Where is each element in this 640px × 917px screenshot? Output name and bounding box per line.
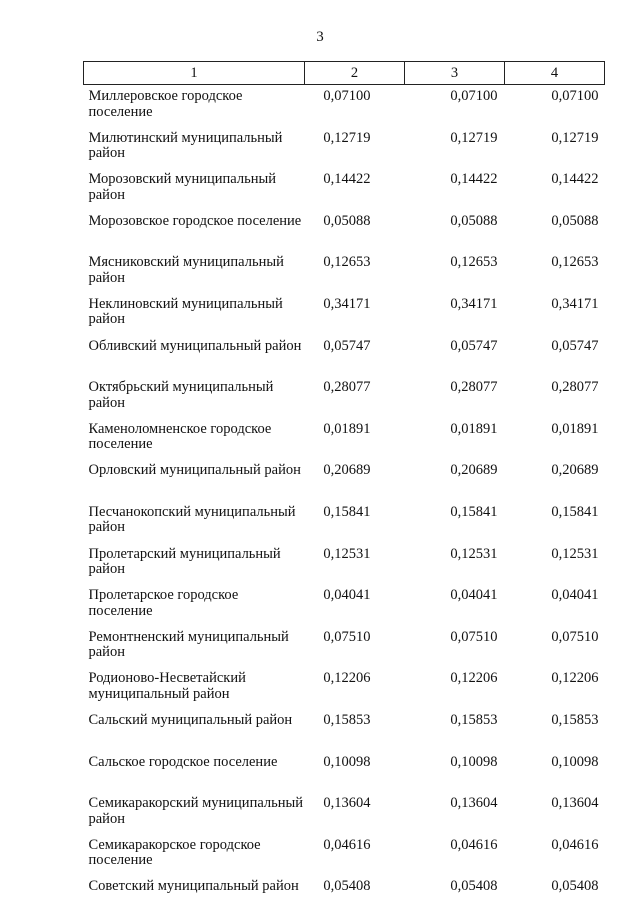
column-header-1: 1 (84, 62, 305, 85)
value-cell-col2: 0,10098 (323, 753, 371, 770)
value-cell-col3: 0,05088 (450, 212, 498, 229)
value-cell-col3: 0,04041 (450, 587, 498, 604)
municipality-name-cell: Милютинский муниципальный район (88, 129, 283, 162)
column-header-4: 4 (505, 62, 605, 85)
data-table (83, 61, 605, 917)
value-cell-col3: 0,12206 (450, 670, 498, 687)
value-cell-col2: 0,15853 (323, 711, 371, 728)
value-cell-col4: 0,12719 (551, 129, 599, 146)
value-cell-col4: 0,12206 (551, 670, 599, 687)
value-cell-col3: 0,15841 (450, 503, 498, 520)
value-cell-col2: 0,07100 (323, 88, 371, 104)
value-cell-col3: 0,12719 (450, 129, 498, 146)
municipality-name-cell: Советский муниципальный район (88, 878, 299, 895)
value-cell-col3: 0,13604 (450, 795, 498, 812)
value-cell-col3: 0,34171 (450, 295, 498, 312)
value-cell-col2: 0,12206 (323, 670, 371, 687)
municipality-name-cell: Каменоломненское городское поселение (88, 420, 272, 453)
table-row (84, 85, 605, 127)
municipality-name-cell: Ремонтненский муниципальный район (88, 628, 289, 661)
value-cell-col3: 0,14422 (450, 171, 498, 188)
municipality-name-cell: Пролетарский муниципальный район (88, 545, 281, 578)
value-cell-col4: 0,34171 (551, 295, 599, 312)
table-row (84, 626, 605, 668)
value-cell-col4: 0,04616 (551, 836, 599, 853)
value-cell-col3: 0,12653 (450, 254, 498, 271)
table-row (84, 667, 605, 709)
municipality-name-cell: Миллеровское городское поселение (88, 88, 243, 120)
table-row (84, 293, 605, 335)
municipality-name-cell: Семикаракорское городское поселение (88, 836, 261, 869)
table-row (84, 501, 605, 543)
value-cell-col2: 0,34171 (323, 295, 371, 312)
table-row (84, 875, 605, 917)
table-row (84, 251, 605, 293)
table-row (84, 709, 605, 751)
value-cell-col4: 0,05408 (551, 878, 599, 895)
value-cell-col3: 0,15853 (450, 711, 498, 728)
column-header-2: 2 (305, 62, 405, 85)
table-row (84, 418, 605, 460)
table-row (84, 127, 605, 169)
value-cell-col4: 0,04041 (551, 587, 599, 604)
column-header-3: 3 (405, 62, 505, 85)
municipality-name-cell: Родионово-Несветайский муниципальный район (88, 670, 246, 702)
value-cell-col4: 0,12531 (551, 545, 599, 562)
value-cell-col2: 0,05088 (323, 212, 371, 229)
value-cell-col4: 0,07510 (551, 628, 599, 645)
value-cell-col2: 0,07510 (323, 628, 371, 645)
table-row (84, 376, 605, 418)
value-cell-col3: 0,07100 (450, 88, 498, 104)
value-cell-col4: 0,28077 (551, 379, 599, 396)
value-cell-col3: 0,04616 (450, 836, 498, 853)
page-number: 3 (316, 29, 324, 45)
value-cell-col2: 0,12653 (323, 254, 371, 271)
value-cell-col2: 0,14422 (323, 171, 371, 188)
value-cell-col3: 0,05408 (450, 878, 498, 895)
value-cell-col2: 0,05747 (323, 337, 371, 354)
value-cell-col4: 0,01891 (551, 420, 599, 437)
value-cell-col4: 0,15841 (551, 503, 599, 520)
value-cell-col4: 0,05088 (551, 212, 599, 229)
value-cell-col4: 0,20689 (551, 462, 599, 479)
table-row (84, 792, 605, 834)
municipality-name-cell: Песчанокопский муниципальный район (88, 503, 296, 536)
value-cell-col3: 0,28077 (450, 379, 498, 396)
header-row (84, 62, 605, 85)
value-cell-col4: 0,10098 (551, 753, 599, 770)
value-cell-col2: 0,04041 (323, 587, 371, 604)
value-cell-col2: 0,13604 (323, 795, 371, 812)
municipality-name-cell: Неклиновский муниципальный район (88, 295, 283, 328)
value-cell-col2: 0,05408 (323, 878, 371, 895)
table-row (84, 584, 605, 626)
value-cell-col3: 0,05747 (450, 337, 498, 354)
value-cell-col2: 0,28077 (323, 379, 371, 396)
value-cell-col4: 0,14422 (551, 171, 599, 188)
table-row (84, 335, 605, 377)
value-cell-col4: 0,15853 (551, 711, 599, 728)
municipality-name-cell: Сальский муниципальный район (88, 711, 293, 728)
value-cell-col3: 0,20689 (450, 462, 498, 479)
municipality-name-cell: Морозовское городское поселение (88, 212, 302, 229)
municipality-name-cell: Пролетарское городское поселение (88, 587, 239, 619)
value-cell-col2: 0,20689 (323, 462, 371, 479)
table-row (84, 751, 605, 793)
municipality-name-cell: Мясниковский муниципальный район (88, 254, 284, 286)
table-header (84, 62, 605, 85)
municipality-name-cell: Морозовский муниципальный район (88, 171, 276, 203)
table-row (84, 459, 605, 501)
value-cell-col2: 0,04616 (323, 836, 371, 853)
value-cell-col2: 0,12719 (323, 129, 371, 146)
table-row (84, 543, 605, 585)
value-cell-col2: 0,12531 (323, 545, 371, 562)
value-cell-col2: 0,01891 (323, 420, 371, 437)
value-cell-col3: 0,01891 (450, 420, 498, 437)
value-cell-col3: 0,12531 (450, 545, 498, 562)
value-cell-col3: 0,10098 (450, 753, 498, 770)
table-row (84, 210, 605, 252)
table-body (84, 85, 605, 917)
value-cell-col4: 0,05747 (551, 337, 599, 354)
table-row (84, 834, 605, 876)
value-cell-col4: 0,12653 (551, 254, 599, 271)
municipality-name-cell: Обливский муниципальный район (88, 337, 302, 354)
municipality-name-cell: Семикаракорский муниципальный район (88, 795, 303, 827)
value-cell-col4: 0,07100 (551, 88, 599, 104)
value-cell-col2: 0,15841 (323, 503, 371, 520)
municipality-name-cell: Октябрьский муниципальный район (88, 379, 274, 411)
value-cell-col4: 0,13604 (551, 795, 599, 812)
value-cell-col3: 0,07510 (450, 628, 498, 645)
municipality-name-cell: Сальское городское поселение (88, 753, 278, 770)
table-row (84, 168, 605, 210)
municipality-name-cell: Орловский муниципальный район (88, 462, 301, 479)
